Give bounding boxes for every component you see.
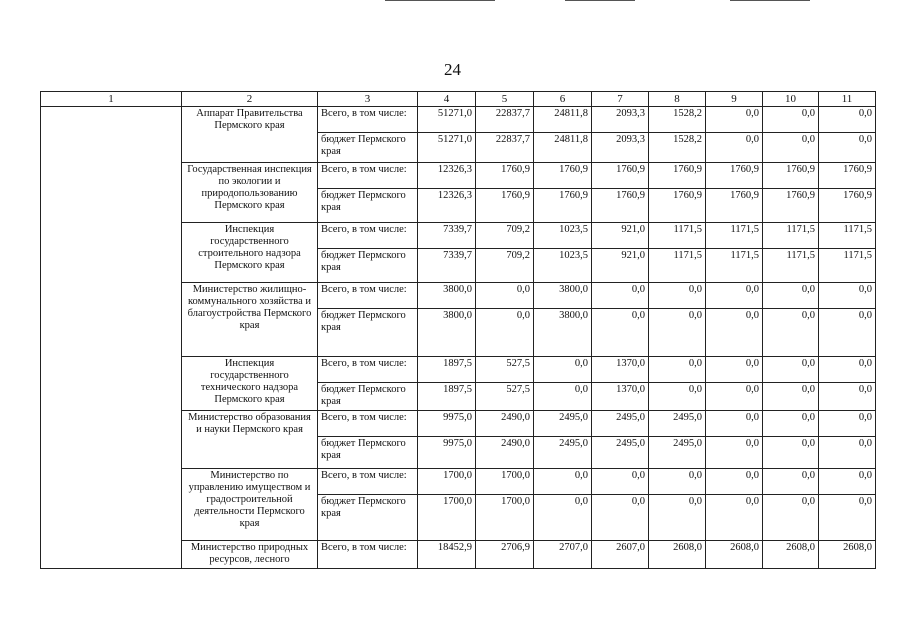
value-cell: 7339,7 — [418, 223, 476, 249]
value-cell: 2495,0 — [592, 411, 649, 437]
value-cell: 527,5 — [476, 383, 534, 411]
value-cell: 2490,0 — [476, 437, 534, 469]
top-rule — [385, 0, 495, 1]
value-cell: 3800,0 — [418, 309, 476, 357]
row-category: Всего, в том числе: — [318, 283, 418, 309]
value-cell: 0,0 — [706, 411, 763, 437]
value-cell: 1370,0 — [592, 383, 649, 411]
org-name: Министерство образования и науки Пермского края — [182, 411, 318, 469]
column-number-row — [41, 92, 876, 107]
value-cell: 2608,0 — [819, 541, 876, 569]
value-cell: 7339,7 — [418, 249, 476, 283]
value-cell: 2608,0 — [763, 541, 819, 569]
value-cell: 0,0 — [763, 383, 819, 411]
row-category: бюджет Пермского края — [318, 383, 418, 411]
value-cell: 1700,0 — [476, 495, 534, 541]
value-cell: 0,0 — [763, 357, 819, 383]
value-cell: 0,0 — [534, 469, 592, 495]
value-cell: 9975,0 — [418, 411, 476, 437]
value-cell: 2495,0 — [534, 437, 592, 469]
value-cell: 1023,5 — [534, 249, 592, 283]
column-number: 11 — [819, 92, 876, 107]
row-category: бюджет Пермского края — [318, 189, 418, 223]
value-cell: 1171,5 — [763, 223, 819, 249]
value-cell: 0,0 — [706, 283, 763, 309]
org-name: Государственная инспекция по экологии и природопользованию Пермского края — [182, 163, 318, 223]
value-cell: 1700,0 — [418, 469, 476, 495]
value-cell: 0,0 — [706, 383, 763, 411]
value-cell: 0,0 — [819, 309, 876, 357]
value-cell: 1370,0 — [592, 357, 649, 383]
value-cell: 1760,9 — [706, 163, 763, 189]
value-cell: 3800,0 — [418, 283, 476, 309]
value-cell: 1897,5 — [418, 383, 476, 411]
value-cell: 0,0 — [819, 357, 876, 383]
org-name: Министерство жилищно-коммунального хозяйства и благоустройства Пермского края — [182, 283, 318, 357]
value-cell: 1760,9 — [476, 189, 534, 223]
value-cell: 1528,2 — [649, 133, 706, 163]
value-cell: 0,0 — [763, 283, 819, 309]
value-cell: 1760,9 — [592, 189, 649, 223]
value-cell: 1171,5 — [819, 249, 876, 283]
value-cell: 1528,2 — [649, 107, 706, 133]
value-cell: 2093,3 — [592, 133, 649, 163]
value-cell: 0,0 — [649, 309, 706, 357]
value-cell: 0,0 — [649, 357, 706, 383]
value-cell: 709,2 — [476, 249, 534, 283]
column-number: 6 — [534, 92, 592, 107]
value-cell: 3800,0 — [534, 309, 592, 357]
column-number: 8 — [649, 92, 706, 107]
value-cell: 0,0 — [706, 357, 763, 383]
row-category: Всего, в том числе: — [318, 411, 418, 437]
column-number: 10 — [763, 92, 819, 107]
value-cell: 0,0 — [819, 437, 876, 469]
value-cell: 0,0 — [476, 283, 534, 309]
value-cell: 2093,3 — [592, 107, 649, 133]
value-cell: 2495,0 — [649, 437, 706, 469]
value-cell: 0,0 — [649, 495, 706, 541]
org-name: Министерство по управлению имуществом и градостроительной деятельности Пермского края — [182, 469, 318, 541]
value-cell: 2707,0 — [534, 541, 592, 569]
column-number: 7 — [592, 92, 649, 107]
value-cell: 921,0 — [592, 223, 649, 249]
value-cell: 1760,9 — [476, 163, 534, 189]
value-cell: 0,0 — [476, 309, 534, 357]
value-cell: 0,0 — [706, 437, 763, 469]
value-cell: 1760,9 — [706, 189, 763, 223]
column-number: 9 — [706, 92, 763, 107]
value-cell: 527,5 — [476, 357, 534, 383]
value-cell: 0,0 — [819, 411, 876, 437]
value-cell: 0,0 — [649, 383, 706, 411]
value-cell: 1760,9 — [819, 163, 876, 189]
value-cell: 2495,0 — [592, 437, 649, 469]
value-cell: 1171,5 — [819, 223, 876, 249]
org-name: Министерство природных ресурсов, лесного — [182, 541, 318, 569]
column-number: 5 — [476, 92, 534, 107]
row-category: Всего, в том числе: — [318, 223, 418, 249]
value-cell: 0,0 — [763, 309, 819, 357]
row-category: бюджет Пермского края — [318, 309, 418, 357]
value-cell: 2608,0 — [649, 541, 706, 569]
row-category: Всего, в том числе: — [318, 107, 418, 133]
value-cell: 0,0 — [706, 309, 763, 357]
org-name: Инспекция государственного технического надзора Пермского края — [182, 357, 318, 411]
value-cell: 0,0 — [592, 309, 649, 357]
value-cell: 1760,9 — [763, 189, 819, 223]
value-cell: 0,0 — [706, 133, 763, 163]
row-category: Всего, в том числе: — [318, 163, 418, 189]
column-number: 4 — [418, 92, 476, 107]
value-cell: 9975,0 — [418, 437, 476, 469]
value-cell: 0,0 — [706, 495, 763, 541]
row-category: бюджет Пермского края — [318, 133, 418, 163]
value-cell: 0,0 — [649, 469, 706, 495]
value-cell: 1171,5 — [649, 223, 706, 249]
value-cell: 12326,3 — [418, 189, 476, 223]
value-cell: 0,0 — [763, 437, 819, 469]
value-cell: 0,0 — [819, 133, 876, 163]
table-body — [41, 92, 876, 569]
value-cell: 2608,0 — [706, 541, 763, 569]
row-category: Всего, в том числе: — [318, 357, 418, 383]
value-cell: 1700,0 — [476, 469, 534, 495]
value-cell: 3800,0 — [534, 283, 592, 309]
value-cell: 22837,7 — [476, 133, 534, 163]
value-cell: 1760,9 — [534, 163, 592, 189]
page-number: 24 — [444, 60, 461, 79]
value-cell: 0,0 — [592, 283, 649, 309]
value-cell: 51271,0 — [418, 133, 476, 163]
value-cell: 24811,8 — [534, 133, 592, 163]
value-cell: 0,0 — [819, 107, 876, 133]
row-category: бюджет Пермского края — [318, 249, 418, 283]
top-rule — [565, 0, 635, 1]
value-cell: 1760,9 — [649, 189, 706, 223]
value-cell: 24811,8 — [534, 107, 592, 133]
value-cell: 0,0 — [592, 495, 649, 541]
column-number: 2 — [182, 92, 318, 107]
column-number: 3 — [318, 92, 418, 107]
value-cell: 2495,0 — [649, 411, 706, 437]
row-category: бюджет Пермского края — [318, 495, 418, 541]
value-cell: 709,2 — [476, 223, 534, 249]
value-cell: 2607,0 — [592, 541, 649, 569]
value-cell: 12326,3 — [418, 163, 476, 189]
value-cell: 2495,0 — [534, 411, 592, 437]
value-cell: 1700,0 — [418, 495, 476, 541]
value-cell: 0,0 — [763, 133, 819, 163]
row-category: Всего, в том числе: — [318, 541, 418, 569]
value-cell: 921,0 — [592, 249, 649, 283]
table-row-total — [41, 107, 876, 133]
value-cell: 0,0 — [649, 283, 706, 309]
value-cell: 0,0 — [819, 469, 876, 495]
value-cell: 0,0 — [592, 469, 649, 495]
value-cell: 0,0 — [706, 107, 763, 133]
value-cell: 1171,5 — [763, 249, 819, 283]
value-cell: 18452,9 — [418, 541, 476, 569]
row-category: бюджет Пермского края — [318, 437, 418, 469]
value-cell: 22837,7 — [476, 107, 534, 133]
value-cell: 1171,5 — [706, 249, 763, 283]
row-category: Всего, в том числе: — [318, 469, 418, 495]
value-cell: 0,0 — [763, 107, 819, 133]
column-number: 1 — [41, 92, 182, 107]
value-cell: 1897,5 — [418, 357, 476, 383]
value-cell: 0,0 — [763, 411, 819, 437]
org-name: Аппарат Правительства Пермского края — [182, 107, 318, 163]
value-cell: 0,0 — [706, 469, 763, 495]
value-cell: 0,0 — [534, 383, 592, 411]
value-cell: 0,0 — [819, 495, 876, 541]
value-cell: 0,0 — [763, 495, 819, 541]
org-name: Инспекция государственного строительного надзора Пермского края — [182, 223, 318, 283]
value-cell: 1760,9 — [592, 163, 649, 189]
value-cell: 1760,9 — [819, 189, 876, 223]
value-cell: 51271,0 — [418, 107, 476, 133]
value-cell: 0,0 — [534, 495, 592, 541]
value-cell: 2490,0 — [476, 411, 534, 437]
value-cell: 1171,5 — [649, 249, 706, 283]
value-cell: 1760,9 — [649, 163, 706, 189]
value-cell: 1760,9 — [763, 163, 819, 189]
value-cell: 0,0 — [819, 283, 876, 309]
value-cell: 1023,5 — [534, 223, 592, 249]
value-cell: 2706,9 — [476, 541, 534, 569]
value-cell: 0,0 — [534, 357, 592, 383]
blank-column-cell — [41, 107, 182, 569]
budget-table — [40, 91, 876, 569]
value-cell: 0,0 — [763, 469, 819, 495]
value-cell: 1171,5 — [706, 223, 763, 249]
value-cell: 1760,9 — [534, 189, 592, 223]
value-cell: 0,0 — [819, 383, 876, 411]
top-rule — [730, 0, 810, 1]
